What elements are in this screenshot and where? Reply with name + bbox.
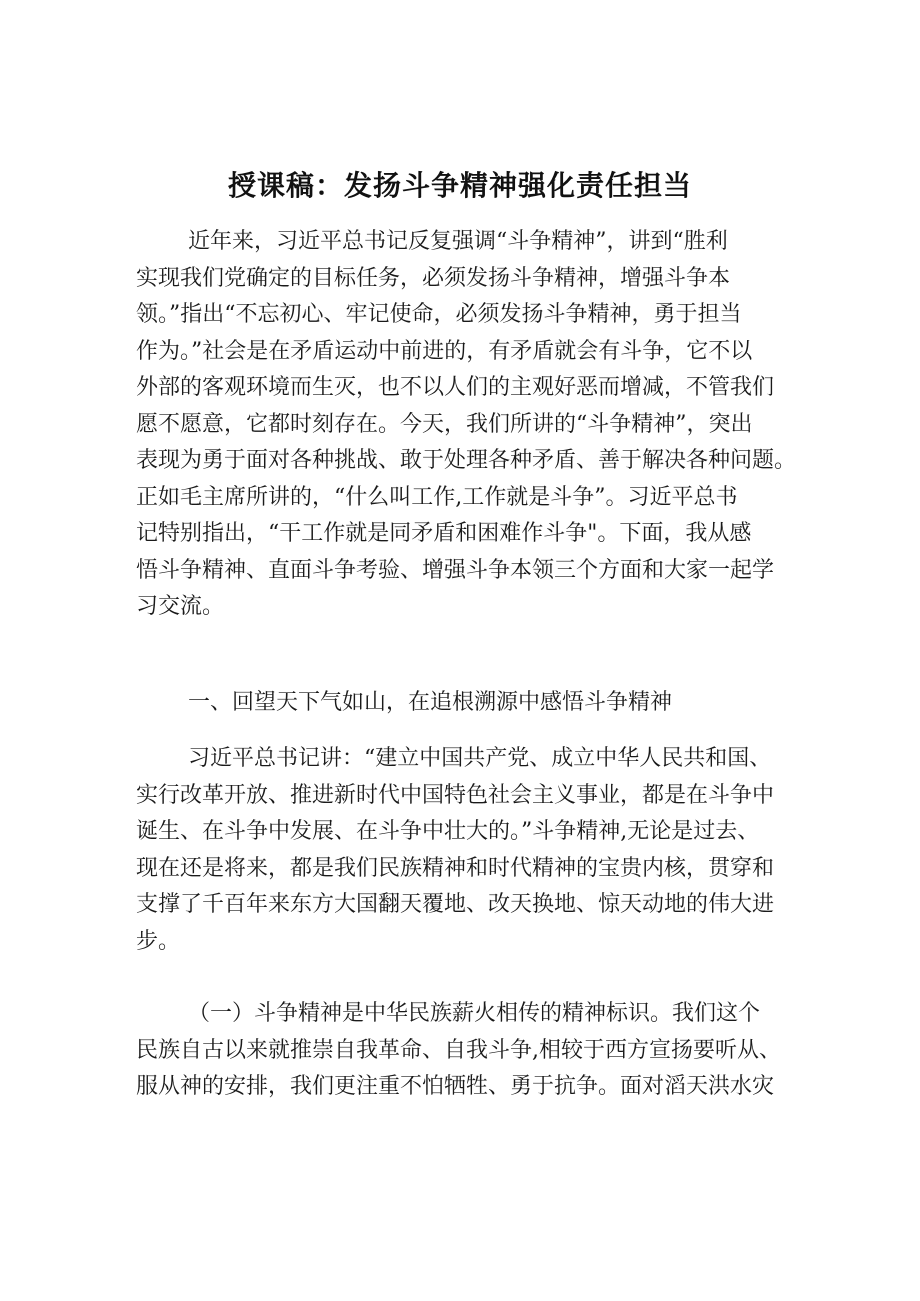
paragraph-intro [136, 224, 808, 626]
paragraph-line: 领。”指出“不忘初心、牢记使命，必须发扬斗争精神，勇于担当 [136, 302, 742, 327]
paragraph-line: 习交流。 [136, 594, 225, 619]
paragraph-section-1 [136, 741, 808, 960]
paragraph-line: 记特别指出，“干工作就是同矛盾和困难作斗争"。下面，我从感 [136, 521, 752, 546]
paragraph-line: （一）斗争精神是中华民族薪火相传的精神标识。我们这个 [188, 1001, 761, 1026]
paragraph-line: 作为。”社会是在矛盾运动中前进的，有矛盾就会有斗争，它不以 [136, 338, 753, 364]
paragraph-line: 现在还是将来，都是我们民族精神和时代精神的宝贵内核，贯穿和 [136, 855, 775, 881]
paragraph-line: 习近平总书记讲：“建立中国共产党、成立中华人民共和国、 [188, 746, 772, 771]
paragraph-line: 步。 [136, 928, 181, 954]
paragraph-line: 悟斗争精神、直面斗争考验、增强斗争本领三个方面和大家一起学 [136, 557, 775, 583]
paragraph-line: 外部的客观环境而生灭，也不以人们的主观好恶而增减，不管我们 [136, 375, 775, 400]
paragraph-line: 诞生、在斗争中发展、在斗争中壮大的。”斗争精神,无论是过去、 [136, 819, 760, 844]
paragraph-line: 愿不愿意，它都时刻存在。今天，我们所讲的“斗争精神”，突出 [136, 411, 753, 437]
paragraph-line: 近年来，习近平总书记反复强调“斗争精神”，讲到“胜利 [188, 229, 728, 254]
section-heading-text: 一、回望天下气如山，在追根溯源中感悟斗争精神 [188, 690, 673, 715]
paragraph-line: 正如毛主席所讲的，“什么叫工作,工作就是斗争”。习近平总书 [136, 484, 738, 510]
paragraph-line: 实现我们党确定的目标任务，必须发扬斗争精神，增强斗争本 [136, 265, 731, 291]
paragraph-line: 表现为勇于面对各种挑战、敢于处理各种矛盾、善于解决各种问题。 [136, 448, 797, 473]
document-title: 授课稿：发扬斗争精神强化责任担当 [227, 169, 692, 202]
paragraph-line: 实行改革开放、推进新时代中国特色社会主义事业，都是在斗争中 [136, 782, 775, 808]
paragraph-line: 支撑了千百年来东方大国翻天覆地、改天换地、惊天动地的伟大进 [136, 892, 775, 917]
paragraph-line: 民族自古以来就推崇自我革命、自我斗争,相较于西方宣扬要听从、 [136, 1037, 781, 1063]
paragraph-line: 服从神的安排，我们更注重不怕牺牲、勇于抗争。面对滔天洪水灾 [136, 1074, 775, 1099]
paragraph-subsection-1 [136, 996, 808, 1106]
section-heading-1 [136, 685, 808, 722]
